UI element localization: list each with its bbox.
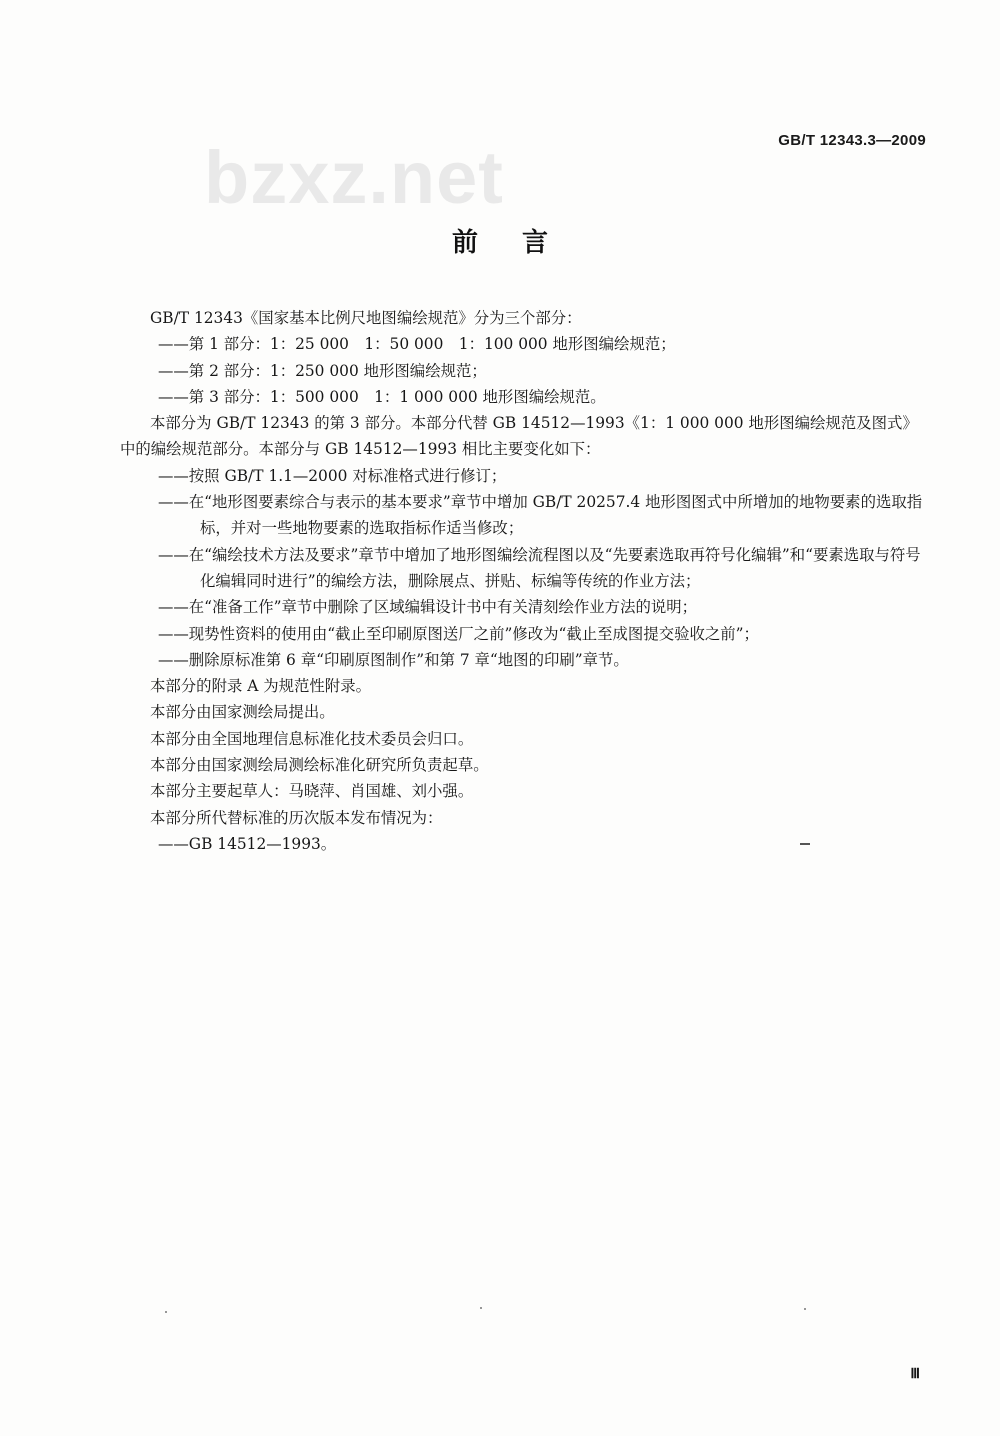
part-item-1: ——第 1 部分：1：25 000 1：50 000 1：100 000 地形图编绘规范； — [158, 335, 676, 354]
change-item-1: ——按照 GB/T 1.1—2000 对标准格式进行修订； — [158, 466, 507, 485]
part-item-2: ——第 2 部分：1：250 000 地形图编绘规范； — [158, 361, 487, 380]
page-title: 前言 — [451, 228, 592, 258]
proposed-by: 本部分由国家测绘局提出。 — [150, 703, 335, 722]
page-number: Ⅲ — [910, 1367, 920, 1382]
scan-speck — [165, 1311, 167, 1313]
change-item-4: ——在“准备工作”章节中删除了区域编辑设计书中有关清刻绘作业方法的说明； — [158, 598, 698, 617]
stray-mark — [800, 843, 810, 845]
scan-speck — [804, 1308, 806, 1310]
history-intro: 本部分所代替标准的历次版本发布情况为： — [150, 808, 443, 827]
foreword-body — [120, 305, 930, 857]
drafted-by-unit: 本部分由国家测绘局测绘标准化研究所负责起草。 — [150, 756, 489, 775]
history-item-1: ——GB 14512—1993。 — [158, 834, 337, 853]
change-item-5: ——现势性资料的使用由“截止至印刷原图送厂之前”修改为“截止至成图提交验收之前”； — [158, 624, 759, 643]
change-item-6: ——删除原标准第 6 章“印刷原图制作”和第 7 章“地图的印刷”章节。 — [158, 650, 629, 669]
change-item-3: ——在“编绘技术方法及要求”章节中增加了地形图编绘流程图以及“先要素选取再符号化编辑”和“要素选取与符号化编辑同时进行”的编绘方法，删除展点、拼贴、标编等传统的作业方法； — [158, 545, 921, 590]
part-item-3: ——第 3 部分：1：500 000 1：1 000 000 地形图编绘规范。 — [158, 387, 606, 406]
change-item-2: ——在“地形图要素综合与表示的基本要求”章节中增加 GB/T 20257.4 地形图图式中所增加的地物要素的选取指标，并对一些地物要素的选取指标作适当修改； — [158, 493, 923, 538]
replace-note-paragraph: 本部分为 GB/T 12343 的第 3 部分。本部分代替 GB 14512—1993《1：1 000 000 地形图编绘规范及图式》中的编绘规范部分。本部分与 GB 14512—1993 相比主要变化如下： — [120, 414, 918, 459]
intro-paragraph: GB/T 12343《国家基本比例尺地图编绘规范》分为三个部分： — [150, 309, 582, 327]
scan-speck — [480, 1307, 482, 1309]
appendix-note: 本部分的附录 A 为规范性附录。 — [150, 677, 371, 696]
watermark: bzxz.net — [204, 136, 504, 219]
standard-number: GB/T 12343.3—2009 — [778, 132, 926, 149]
drafters: 本部分主要起草人：马晓萍、肖国雄、刘小强。 — [150, 782, 474, 801]
centralized-by: 本部分由全国地理信息标准化技术委员会归口。 — [150, 729, 474, 748]
